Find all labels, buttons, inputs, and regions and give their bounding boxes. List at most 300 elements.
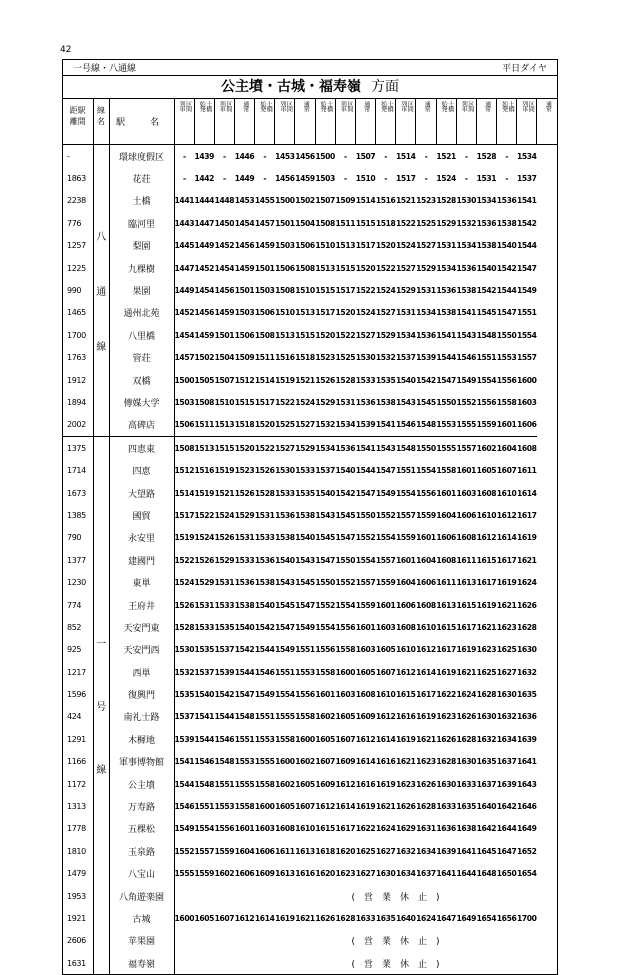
col-train-kind-text: 始発 <box>379 101 387 112</box>
departure-time: 1550 <box>416 437 436 460</box>
departure-time: 1505 <box>194 375 214 385</box>
departure-time: 1527 <box>295 420 315 430</box>
station-name: 古城 <box>109 907 174 929</box>
departure-time: - <box>343 151 347 161</box>
departure-time: 1628 <box>476 690 497 700</box>
departure-time: 1544 <box>496 286 517 296</box>
departure-time: 1531 <box>436 241 456 251</box>
departure-time: 1607 <box>315 757 335 767</box>
col-train-kind-text: 列車 <box>278 101 286 112</box>
col-train-kind <box>537 99 557 145</box>
station-name: 五棵松 <box>109 818 174 840</box>
departure-time: 1540 <box>335 466 356 476</box>
departure-time: 1506 <box>174 420 195 430</box>
departure-time: 1642 <box>476 824 497 834</box>
departure-time: 1530 <box>456 196 477 206</box>
departure-time: 1601 <box>396 555 416 565</box>
departure-time: 1442 <box>194 174 214 184</box>
departure-time: 1547 <box>275 622 295 632</box>
departure-time: 1552 <box>174 846 195 856</box>
col-train-kind <box>355 99 375 145</box>
departure-time: 1526 <box>234 488 255 498</box>
departure-time: 1520 <box>234 437 254 460</box>
departure-time: 1517 <box>174 510 195 520</box>
departure-time: 1605 <box>315 734 335 744</box>
departure-time: 1506 <box>275 263 295 273</box>
departure-time: 1452 <box>174 308 195 318</box>
departure-time: 1515 <box>335 263 356 273</box>
departure-time: 1548 <box>416 420 436 430</box>
departure-time: 1518 <box>234 420 255 430</box>
col-train-kind <box>275 99 295 145</box>
departure-time: 1540 <box>496 241 517 251</box>
departure-time: 1455 <box>254 196 275 206</box>
table-row <box>63 347 557 369</box>
timetable-frame <box>62 59 558 975</box>
departure-time: 1552 <box>375 510 396 520</box>
col-distance <box>63 99 93 145</box>
departure-time: 1608 <box>476 488 497 498</box>
departure-time: 1512 <box>174 466 195 476</box>
departure-time: 1610 <box>375 690 396 700</box>
table-row <box>63 594 557 616</box>
distance-cell: 1166 <box>67 757 86 767</box>
departure-time: 1553 <box>496 353 517 363</box>
departure-time: 1500 <box>174 375 195 385</box>
departure-time: 1522 <box>335 330 356 340</box>
departure-time: 1605 <box>355 667 376 677</box>
station-name: 永安里 <box>109 527 174 549</box>
departure-time: 1532 <box>315 420 335 430</box>
departure-time: 1559 <box>194 869 214 879</box>
departure-time: 1630 <box>436 779 456 789</box>
departure-time: 1520 <box>375 241 396 251</box>
departure-time: 1609 <box>355 712 376 722</box>
departure-time: 1503 <box>275 241 295 251</box>
table-row <box>63 437 557 460</box>
departure-time: 1605 <box>194 913 214 923</box>
departure-time: 1536 <box>275 510 295 520</box>
departure-time: 1554 <box>476 375 497 385</box>
departure-time: 1538 <box>295 510 315 520</box>
departure-time: 1602 <box>275 779 295 789</box>
departure-time: 1510 <box>315 241 335 251</box>
distance-cell: 1912 <box>67 375 86 385</box>
table-row <box>63 952 557 974</box>
departure-time: 1647 <box>496 846 517 856</box>
departure-time: 1542 <box>254 622 275 632</box>
line-label-char: 通 <box>96 287 106 299</box>
departure-time: 1542 <box>335 488 356 498</box>
departure-time: 1602 <box>315 712 335 722</box>
departure-time: 1521 <box>214 488 235 498</box>
departure-time: 1536 <box>496 196 517 206</box>
departure-time: 1559 <box>476 420 497 430</box>
direction-header <box>63 76 557 99</box>
departure-time: 1623 <box>496 622 517 632</box>
station-name: 八角遊楽園 <box>109 885 174 907</box>
departure-time: 1528 <box>335 375 356 385</box>
departure-time: 1543 <box>275 578 295 588</box>
table-row <box>63 549 557 571</box>
departure-time: 1547 <box>355 488 376 498</box>
departure-time: - <box>182 151 186 161</box>
departure-time: 1610 <box>476 510 497 520</box>
departure-time: 1540 <box>275 555 295 565</box>
departure-time: 1554 <box>396 488 416 498</box>
departure-time: - <box>424 151 428 161</box>
departure-time: 1600 <box>295 734 315 744</box>
departure-time: 1536 <box>355 397 376 407</box>
departure-time: 1624 <box>456 690 477 700</box>
departure-time: 1626 <box>416 779 436 789</box>
departure-time: 1554 <box>335 600 356 610</box>
departure-time: 1544 <box>234 667 255 677</box>
departure-time: 1447 <box>194 218 214 228</box>
departure-time: 1611 <box>436 578 456 588</box>
departure-time: 1508 <box>295 263 315 273</box>
departure-time: 1608 <box>355 690 376 700</box>
departure-time: 1614 <box>254 913 275 923</box>
departure-time: 1526 <box>254 466 275 476</box>
departure-time: 1553 <box>214 802 235 812</box>
line-label-char: 一 <box>96 639 106 651</box>
station-name: 天安門西 <box>109 639 174 661</box>
distance-cell: 1673 <box>67 488 86 498</box>
departure-time: 1533 <box>355 375 376 385</box>
distance-cell: 1810 <box>67 846 86 856</box>
departure-time: 1616 <box>295 869 315 879</box>
col-train-kind-text: 土橋 <box>507 101 515 112</box>
station-name: 花荘 <box>109 167 174 189</box>
station-name: 双橋 <box>109 369 174 391</box>
departure-time: 1518 <box>295 353 315 363</box>
departure-time: 1624 <box>416 913 436 923</box>
col-train-kind <box>174 99 194 145</box>
departure-time: 1621 <box>375 802 396 812</box>
departure-time: 1551 <box>396 466 416 476</box>
departure-time: 1533 <box>254 533 275 543</box>
departure-time: 1604 <box>234 846 255 856</box>
departure-time: 1513 <box>335 241 356 251</box>
departure-time: 1539 <box>416 353 436 363</box>
departure-time: 1516 <box>275 353 295 363</box>
col-train-kind-text: 区間 <box>466 101 474 112</box>
departure-time: 1546 <box>194 757 214 767</box>
departure-time: 1615 <box>436 622 456 632</box>
departure-time: 1531 <box>416 286 436 296</box>
station-name: 万寿路 <box>109 795 174 817</box>
departure-time: 1630 <box>476 712 497 722</box>
departure-time: 1619 <box>456 645 477 655</box>
col-train-kind-text: 通常 <box>423 101 431 112</box>
station-name: 八里橋 <box>109 324 174 346</box>
departure-time: 1503 <box>234 308 255 318</box>
table-row <box>63 571 557 593</box>
departure-time: 1542 <box>214 690 235 700</box>
departure-time: 1617 <box>496 555 517 565</box>
distance-cell: 790 <box>67 533 82 543</box>
departure-time: 1627 <box>496 667 517 677</box>
station-name: 傳媒大学 <box>109 391 174 413</box>
closed-notice: (営業休止) <box>351 937 449 948</box>
departure-time: 1554 <box>275 690 295 700</box>
departure-time: 1547 <box>375 466 396 476</box>
departure-time: 1454 <box>214 263 235 273</box>
departure-time: 1459 <box>254 241 275 251</box>
distance-cell: 1894 <box>67 397 86 407</box>
departure-time: 1621 <box>295 913 315 923</box>
departure-time: 1524 <box>396 241 416 251</box>
departure-time: 1612 <box>496 510 517 520</box>
col-train-kind-text: 区間 <box>527 101 535 112</box>
departure-time: 1606 <box>416 578 436 588</box>
departure-time: 1557 <box>456 437 476 460</box>
distance-cell: 925 <box>67 645 82 655</box>
departure-time: 1519 <box>275 375 295 385</box>
departure-time: 1538 <box>254 578 275 588</box>
station-name: 梨園 <box>109 235 174 257</box>
departure-time: 1554 <box>194 824 214 834</box>
col-train-kind <box>497 99 517 145</box>
departure-time: 1630 <box>456 757 477 767</box>
departure-time: 1641 <box>436 869 456 879</box>
station-name: 南礼士路 <box>109 706 174 728</box>
departure-time: - <box>505 151 508 161</box>
col-train-kind-text: 列車 <box>178 101 186 112</box>
departure-time: 1601 <box>375 600 396 610</box>
departure-time: 1649 <box>516 824 537 834</box>
departure-time: 1605 <box>375 645 396 655</box>
departure-time: 1623 <box>476 645 497 655</box>
departure-time: 1611 <box>456 555 477 565</box>
departure-time: 1606 <box>516 420 537 430</box>
departure-time: 1456 <box>194 308 214 318</box>
departure-time: 1527 <box>275 437 295 460</box>
departure-time: 1640 <box>396 913 416 923</box>
departure-time: 1646 <box>516 802 537 812</box>
departure-time: 1556 <box>496 375 517 385</box>
departure-time: 1540 <box>254 600 275 610</box>
departure-time: 1556 <box>476 397 497 407</box>
departure-time: 1625 <box>496 645 517 655</box>
departure-time: 1552 <box>315 600 335 610</box>
route-header <box>63 60 557 76</box>
departure-time: 1623 <box>416 757 436 767</box>
col-train-kind-text: 区間 <box>285 101 293 112</box>
departure-time: 1555 <box>436 437 456 460</box>
col-train-kind <box>517 99 537 145</box>
departure-time: 1612 <box>416 645 436 655</box>
departure-time: 1607 <box>214 913 235 923</box>
station-name: 高碑店 <box>109 414 174 437</box>
distance-cell: 2002 <box>67 420 86 430</box>
departure-time: 1652 <box>516 846 537 856</box>
departure-time: 1546 <box>396 420 416 430</box>
departure-time: 1447 <box>174 263 195 273</box>
departure-time: 1602 <box>476 437 496 460</box>
departure-time: - <box>263 174 267 184</box>
col-distance-text: 離間 <box>69 117 86 126</box>
col-train-kind-text: 区間 <box>224 101 232 112</box>
departure-time: - <box>464 151 468 161</box>
departure-time: 1539 <box>214 667 235 677</box>
departure-time: - <box>424 174 428 184</box>
departure-time: 1528 <box>254 488 275 498</box>
station-name: 臨河里 <box>109 212 174 234</box>
line-label-yihao <box>93 437 109 975</box>
departure-time: 1613 <box>436 600 456 610</box>
departure-time: 1525 <box>416 218 436 228</box>
departure-time: 1537 <box>396 353 416 363</box>
departure-time: 1524 <box>355 308 376 318</box>
departure-time: 1512 <box>234 375 255 385</box>
departure-time: 1612 <box>234 913 255 923</box>
departure-time: 1522 <box>194 510 214 520</box>
departure-time: 1621 <box>456 667 477 677</box>
departure-time: 1622 <box>436 690 456 700</box>
departure-time: 1521 <box>396 196 416 206</box>
departure-time: 1540 <box>315 488 335 498</box>
departure-time: 1456 <box>295 151 315 161</box>
departure-time: 1619 <box>476 600 497 610</box>
departure-time: 1559 <box>355 600 376 610</box>
departure-time: 1523 <box>315 353 335 363</box>
departure-time: 1603 <box>335 690 356 700</box>
departure-time: 1533 <box>234 555 255 565</box>
departure-time: 1530 <box>275 466 295 476</box>
departure-time: 1536 <box>416 330 436 340</box>
departure-time: 1611 <box>516 466 537 476</box>
day-type-label: 平日ダイヤ <box>502 64 547 74</box>
departure-time: 1543 <box>376 437 396 460</box>
departure-time: 1510 <box>355 174 376 184</box>
departure-time: 1620 <box>335 846 356 856</box>
departure-time: 1453 <box>275 151 295 161</box>
departure-time: 1550 <box>335 555 356 565</box>
departure-time: 1528 <box>436 196 456 206</box>
departure-time: 1629 <box>396 824 416 834</box>
departure-time: 1615 <box>396 690 416 700</box>
departure-time: 1513 <box>214 420 235 430</box>
station-name: 果園 <box>109 279 174 301</box>
station-name: 西単 <box>109 661 174 683</box>
departure-time: 1624 <box>375 824 396 834</box>
departure-time: 1534 <box>315 437 335 460</box>
departure-time: 1448 <box>214 196 235 206</box>
departure-time: 1457 <box>254 218 275 228</box>
distance-cell: 1921 <box>67 913 86 923</box>
timetable-body <box>63 145 557 975</box>
departure-time: 1534 <box>516 151 537 161</box>
departure-time: 1608 <box>517 437 537 460</box>
departure-time: 1611 <box>275 846 295 856</box>
departure-time: 1536 <box>436 286 456 296</box>
departure-time: 1538 <box>476 241 497 251</box>
station-name: 建國門 <box>109 549 174 571</box>
departure-time: 1449 <box>174 286 195 296</box>
departure-time: 1501 <box>234 286 255 296</box>
table-row <box>63 683 557 705</box>
departure-time: 1508 <box>194 397 214 407</box>
departure-time: 1603 <box>254 824 275 834</box>
station-name: 東単 <box>109 571 174 593</box>
station-name: 八宝山 <box>109 863 174 885</box>
departure-time: 1556 <box>214 824 235 834</box>
departure-time: 1548 <box>194 779 214 789</box>
column-header-row <box>63 99 557 145</box>
departure-time: 1617 <box>516 510 537 520</box>
departure-time: 1608 <box>436 555 456 565</box>
table-row <box>63 639 557 661</box>
departure-time: 1528 <box>476 151 497 161</box>
departure-time: 1612 <box>355 734 376 744</box>
departure-time: 1518 <box>375 218 396 228</box>
departure-time: 1515 <box>234 397 255 407</box>
departure-time: 1625 <box>355 846 376 856</box>
departure-time: 1541 <box>174 757 195 767</box>
departure-time: 1555 <box>254 757 275 767</box>
departure-time: 1550 <box>496 330 517 340</box>
departure-time: 1543 <box>396 397 416 407</box>
distance-cell: 1375 <box>63 437 93 460</box>
departure-time: 1604 <box>436 510 456 520</box>
page-number: 42 <box>60 45 72 55</box>
departure-time: 1527 <box>396 263 416 273</box>
departure-time: 1439 <box>194 151 214 161</box>
table-row <box>63 840 557 862</box>
table-row <box>63 324 557 346</box>
departure-time: 1623 <box>335 869 356 879</box>
departure-time: - <box>464 174 468 184</box>
distance-cell: 1953 <box>67 891 86 901</box>
departure-time: 1548 <box>214 757 235 767</box>
departure-time: 1559 <box>396 533 416 543</box>
departure-time: 1539 <box>355 420 376 430</box>
departure-time: 1644 <box>496 824 517 834</box>
departure-time: 1550 <box>315 578 335 588</box>
departure-time: 1533 <box>295 466 315 476</box>
departure-time: - <box>223 151 226 161</box>
table-row <box>63 482 557 504</box>
departure-time: 1547 <box>315 555 335 565</box>
station-name: 玉泉路 <box>109 840 174 862</box>
departure-time: 1606 <box>456 510 477 520</box>
departure-time: 1513 <box>295 308 315 318</box>
departure-time: 1621 <box>516 555 537 565</box>
table-row <box>63 145 557 168</box>
departure-time: 1545 <box>416 397 436 407</box>
closed-notice: (営業休止) <box>351 892 449 903</box>
departure-time: 1529 <box>436 218 456 228</box>
col-train-kind-text: 土橋 <box>325 101 333 112</box>
departure-time: 1535 <box>194 645 214 655</box>
departure-time: 1536 <box>234 578 255 588</box>
departure-time: 1628 <box>516 622 537 632</box>
station-name: 國貿 <box>109 504 174 526</box>
departure-time: 1632 <box>476 734 497 744</box>
departure-time: 1613 <box>275 869 295 879</box>
departure-time: 1619 <box>416 712 436 722</box>
departure-time: 1520 <box>355 263 376 273</box>
departure-time: 1551 <box>254 712 275 722</box>
departure-time: 1630 <box>375 869 396 879</box>
departure-time: 1555 <box>174 869 195 879</box>
col-train-kind-text: 通常 <box>241 101 249 112</box>
col-train-kind-text: 列車 <box>218 101 226 112</box>
table-row <box>63 504 557 526</box>
col-line-text: 線 <box>97 106 105 115</box>
